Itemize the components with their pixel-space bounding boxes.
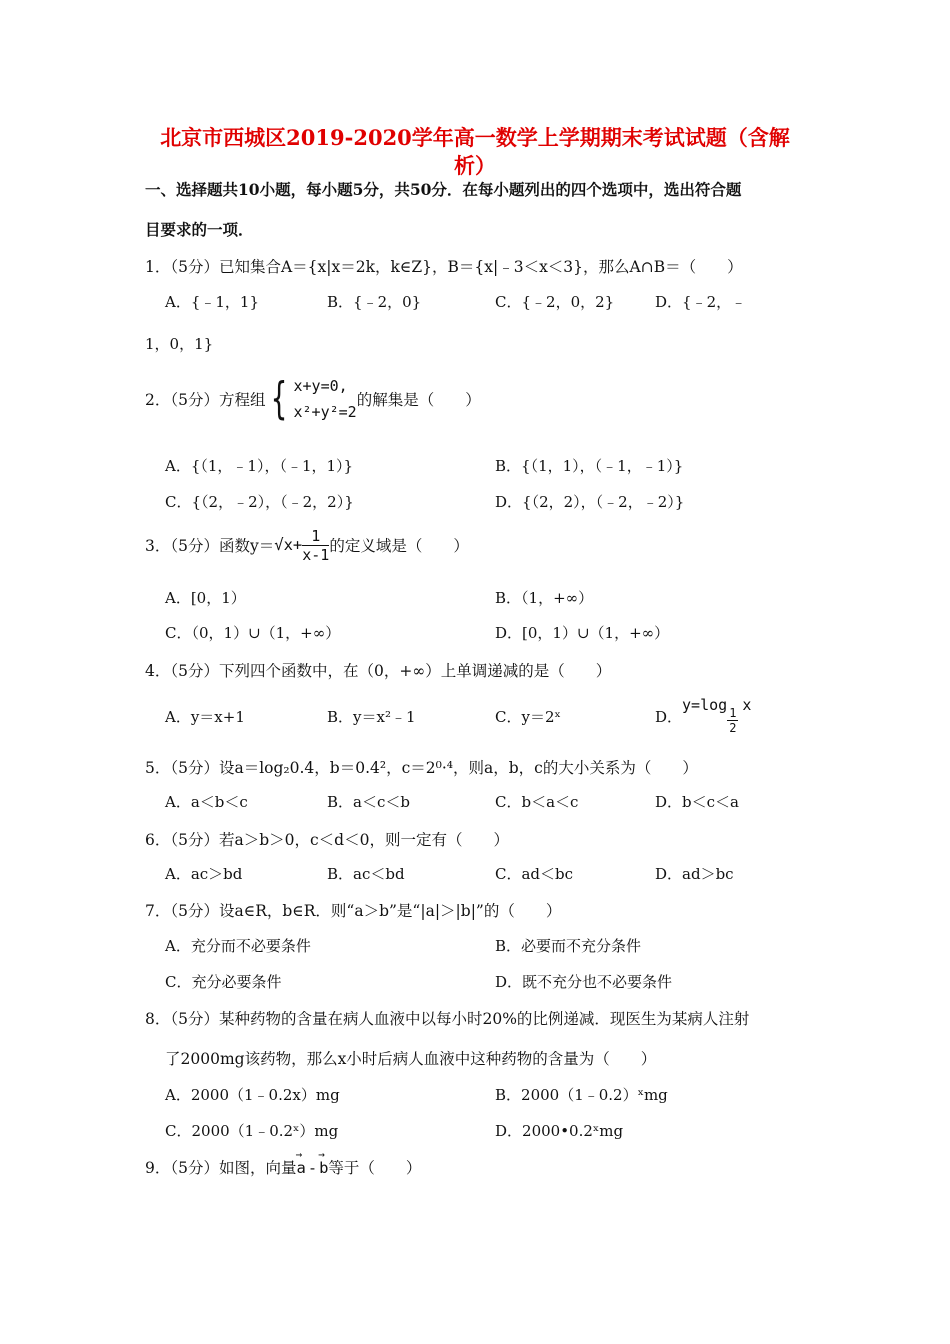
question-3-option-b: B．（1，+∞） — [495, 589, 594, 607]
section-header-line2: 目要求的一项． — [145, 220, 254, 239]
vector-b: → b — [319, 1159, 328, 1177]
question-1-option-d-cont: 1，0，1} — [145, 335, 214, 353]
question-6-option-a: A．ac＞bd — [165, 865, 243, 883]
brace-symbol: { — [271, 373, 288, 424]
question-8-option-b: B．2000（1﹣0.2）ˣmg — [495, 1086, 668, 1104]
question-2-stem — [145, 368, 481, 430]
question-1-option-a: A．{﹣1，1} — [165, 293, 260, 311]
question-7-stem: 7．（5分）设a∈R，b∈R．则“a＞b”是“|a|＞|b|”的（ ） — [145, 902, 562, 920]
question-1-option-d: D．{﹣2，﹣ — [655, 293, 747, 311]
fraction — [302, 527, 329, 564]
question-7-option-a: A．充分而不必要条件 — [165, 937, 311, 955]
question-8-option-a: A．2000（1﹣0.2x）mg — [165, 1086, 340, 1104]
question-8-stem-line2: 了2000mg该药物，那么x小时后病人血液中这种药物的含量为（ ） — [165, 1050, 657, 1068]
minus-sign: - — [309, 1159, 316, 1177]
question-9-prefix: 9．（5分）如图，向量 — [145, 1159, 297, 1177]
equation-1: x+y=0, — [293, 377, 348, 395]
question-2-option-a: A．{（1，﹣1），（﹣1，1）} — [165, 457, 354, 475]
question-4-option-c: C．y＝2ˣ — [495, 708, 561, 726]
fraction-numerator: 1 — [302, 527, 329, 546]
question-2-option-c: C．{（2，﹣2），（﹣2，2）} — [165, 493, 354, 511]
question-3-stem — [145, 524, 469, 566]
question-2-option-d: D．{（2，2），（﹣2，﹣2）} — [495, 493, 685, 511]
fraction-denominator: x-1 — [302, 545, 330, 564]
question-2-suffix: 的解集是（ ） — [356, 391, 481, 409]
equation-system — [293, 373, 356, 425]
question-7-option-d: D．既不充分也不必要条件 — [495, 973, 673, 991]
question-5-stem: 5．（5分）设a＝log₂0.4，b＝0.4²，c＝2⁰·⁴，则a，b，c的大小关系为（ ） — [145, 759, 698, 777]
equation-2: x²+y²=2 — [293, 403, 357, 421]
question-8-stem-line1: 8．（5分）某种药物的含量在病人血液中以每小时20%的比例递减．现医生为某病人注射 — [145, 1010, 750, 1028]
question-9-suffix: 等于（ ） — [328, 1159, 422, 1177]
vector-a: → a — [296, 1159, 305, 1177]
question-1-stem: 1．（5分）已知集合A＝{x|x＝2k，k∈Z}，B＝{x|﹣3＜x＜3}，那么A∩B＝（ ） — [145, 258, 743, 276]
section-header-line1: 一、选择题共10小题，每小题5分，共50分．在每小题列出的四个选项中，选出符合题 — [145, 180, 742, 199]
question-7-option-b: B．必要而不充分条件 — [495, 937, 642, 955]
question-2-option-b: B．{（1，1），（﹣1，﹣1）} — [495, 457, 684, 475]
question-5-option-d: D．b＜c＜a — [655, 793, 739, 811]
question-3-prefix: 3．（5分）函数y＝ — [145, 537, 275, 555]
question-4-option-a: A．y＝x+1 — [165, 708, 245, 726]
log-variable: x — [742, 696, 752, 714]
question-1-option-b: B．{﹣2，0} — [327, 293, 422, 311]
log-base-numerator: 1 — [729, 706, 737, 720]
question-6-option-c: C．ad＜bc — [495, 865, 574, 883]
question-3-suffix: 的定义域是（ ） — [329, 537, 469, 555]
question-2-prefix: 2．（5分）方程组 — [145, 391, 266, 409]
question-7-option-c: C．充分必要条件 — [165, 973, 282, 991]
question-4-option-d-label: D． — [655, 708, 683, 726]
question-5-option-a: A．a＜b＜c — [165, 793, 248, 811]
question-1-option-c: C．{﹣2，0，2} — [495, 293, 615, 311]
question-4-stem: 4．（5分）下列四个函数中，在（0，+∞）上单调递减的是（ ） — [145, 662, 612, 680]
question-4-option-b: B．y＝x²﹣1 — [327, 708, 416, 726]
doc-title-line1: 北京市西城区2019-2020学年高一数学上学期期末考试试题（含解 — [160, 125, 790, 150]
log-base-denominator: 2 — [729, 721, 737, 735]
question-3-option-a: A．[0，1） — [165, 589, 246, 607]
question-3-option-c: C．（0，1）∪（1，+∞） — [165, 624, 341, 642]
question-6-option-d: D．ad＞bc — [655, 865, 734, 883]
question-5-option-c: C．b＜a＜c — [495, 793, 579, 811]
question-9-stem — [145, 1156, 421, 1178]
question-3-option-d: D．[0，1）∪（1，+∞） — [495, 624, 670, 642]
log-expression: y=log — [682, 696, 728, 714]
question-6-option-b: B．ac＜bd — [327, 865, 405, 883]
log-base-fraction — [727, 706, 738, 735]
question-6-stem: 6．（5分）若a＞b＞0，c＜d＜0，则一定有（ ） — [145, 831, 509, 849]
question-4-option-d — [655, 696, 751, 735]
sqrt-expression: √x+ — [274, 536, 303, 554]
doc-title-line2: 析） — [454, 153, 496, 178]
question-5-option-b: B．a＜c＜b — [327, 793, 410, 811]
question-8-option-d: D．2000•0.2ˣmg — [495, 1122, 624, 1140]
question-8-option-c: C．2000（1﹣0.2ˣ）mg — [165, 1122, 339, 1140]
